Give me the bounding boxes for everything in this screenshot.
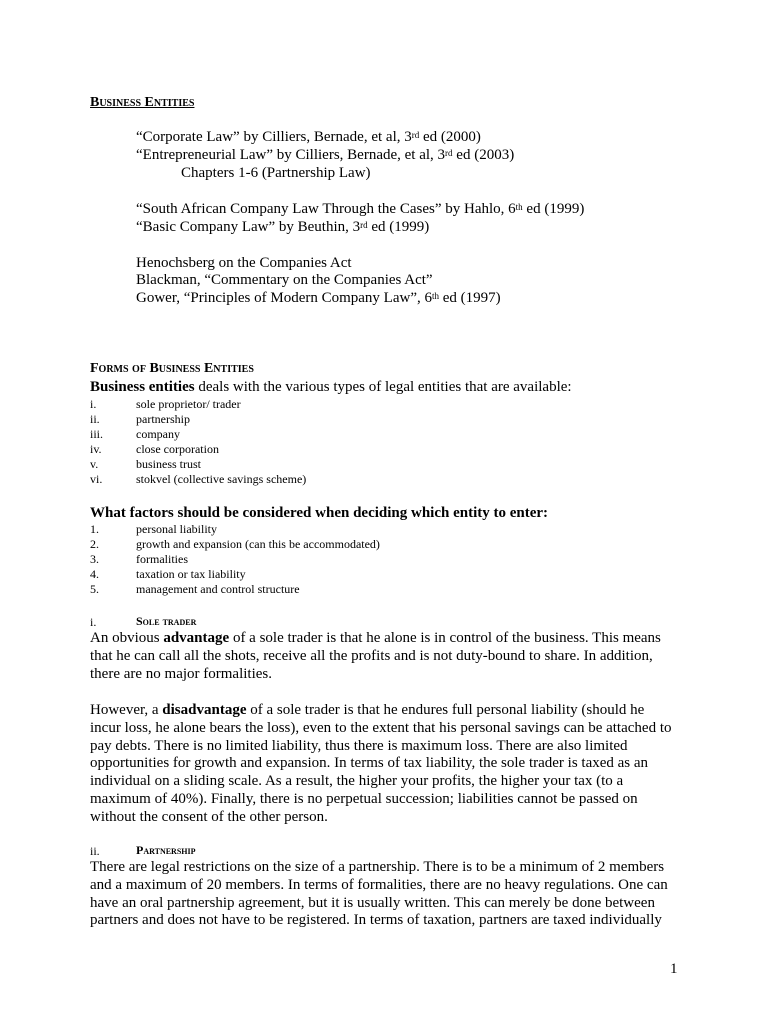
reference-gower: Gower, “Principles of Modern Company Law”, 6th ed (1997) (136, 290, 501, 306)
list-number: 5. (90, 582, 99, 596)
paragraph-line: There are legal restrictions on the size of a partnership. There is to be a minimum of 2 members (90, 859, 665, 875)
reference-henochsberg: Henochsberg on the Companies Act (136, 255, 352, 271)
paragraph-line: pay debts. There is no limited liability, thus there is maximum loss. There are also limited (90, 737, 628, 754)
paragraph-line: individual on a sliding scale. As a result, the higher your profits, the higher your tax (to a (90, 773, 624, 790)
reference-corporate-law: “Corporate Law” by Cilliers, Bernade, et al, 3rd ed (2000) (136, 129, 481, 145)
list-number: 1. (90, 522, 99, 536)
heading-factors: What factors should be considered when deciding which entity to enter: (90, 505, 549, 521)
list-number: iv. (90, 442, 102, 456)
list-number: vi. (90, 472, 103, 486)
forms-intro: Business entities deals with the various types of legal entities that are available: (90, 379, 572, 395)
list-item: partnership (136, 412, 190, 426)
list-number: 4. (90, 567, 99, 581)
section-number-sole-trader: i. (90, 615, 97, 629)
reference-sa-company-law: “South African Company Law Through the Cases” by Hahlo, 6th ed (1999) (136, 201, 585, 217)
paragraph-line: have an oral partnership agreement, but it is usually written. This can merely be done between (90, 894, 655, 911)
list-item: business trust (136, 457, 202, 471)
list-number: i. (90, 397, 97, 411)
list-number: ii. (90, 412, 100, 426)
paragraph-line: incur loss, he alone bears the loss), even to the extent that his personal savings can be attached to (90, 719, 672, 736)
paragraph-line: opportunities for growth and expansion. In terms of tax liability, the sole trader is taxed as an (90, 755, 649, 772)
list-number: v. (90, 457, 99, 471)
list-item: management and control structure (136, 582, 300, 596)
paragraph-line: An obvious advantage of a sole trader is that he alone is in control of the business. This means (90, 630, 661, 646)
paragraph-line: However, a disadvantage of a sole trader is that he endures full personal liability (should he (90, 702, 645, 718)
sole-trader-disadvantage-paragraph (90, 702, 680, 827)
list-item: sole proprietor/ trader (136, 397, 241, 411)
list-item: stokvel (collective savings scheme) (136, 472, 307, 486)
paragraph-line: there are no major formalities. (90, 665, 273, 682)
heading-sole-trader: Sole trader (136, 614, 197, 628)
paragraph-line: and a maximum of 20 members. In terms of formalities, there are no heavy regulations. One can (90, 876, 668, 893)
list-item: close corporation (136, 442, 219, 456)
list-item: growth and expansion (can this be accommodated) (136, 537, 380, 551)
partnership-paragraph (90, 859, 680, 930)
page-number: 1 (670, 961, 678, 977)
list-item: company (136, 427, 180, 441)
reference-blackman: Blackman, “Commentary on the Companies Act” (136, 272, 433, 288)
list-item: formalities (136, 552, 188, 566)
list-number: 2. (90, 537, 99, 551)
reference-entrepreneurial-law: “Entrepreneurial Law” by Cilliers, Bernade, et al, 3rd ed (2003) (136, 147, 515, 163)
list-item: taxation or tax liability (136, 567, 246, 581)
heading-partnership: Partnership (136, 843, 196, 857)
paragraph-line: partners and does not have to be registered. In terms of taxation, partners are taxed individually (90, 912, 662, 929)
heading-business-entities: Business Entities (90, 95, 195, 110)
list-number: iii. (90, 427, 104, 441)
reference-basic-company-law: “Basic Company Law” by Beuthin, 3rd ed (1999) (136, 219, 430, 235)
paragraph-line: maximum of 40%). Finally, there is no perpetual succession; liabilities cannot be passed on (90, 790, 638, 807)
paragraph-line: without the consent of the other person. (90, 808, 328, 825)
reference-chapters: Chapters 1-6 (Partnership Law) (181, 165, 371, 181)
section-number-partnership: ii. (90, 844, 100, 858)
sole-trader-advantage-paragraph (90, 630, 680, 683)
list-number: 3. (90, 552, 99, 566)
heading-forms-of-business-entities: Forms of Business Entities (90, 361, 254, 376)
paragraph-line: that he can call all the shots, receive all the profits and is not duty-bound to share. In addition, (90, 647, 653, 664)
list-item: personal liability (136, 522, 217, 536)
